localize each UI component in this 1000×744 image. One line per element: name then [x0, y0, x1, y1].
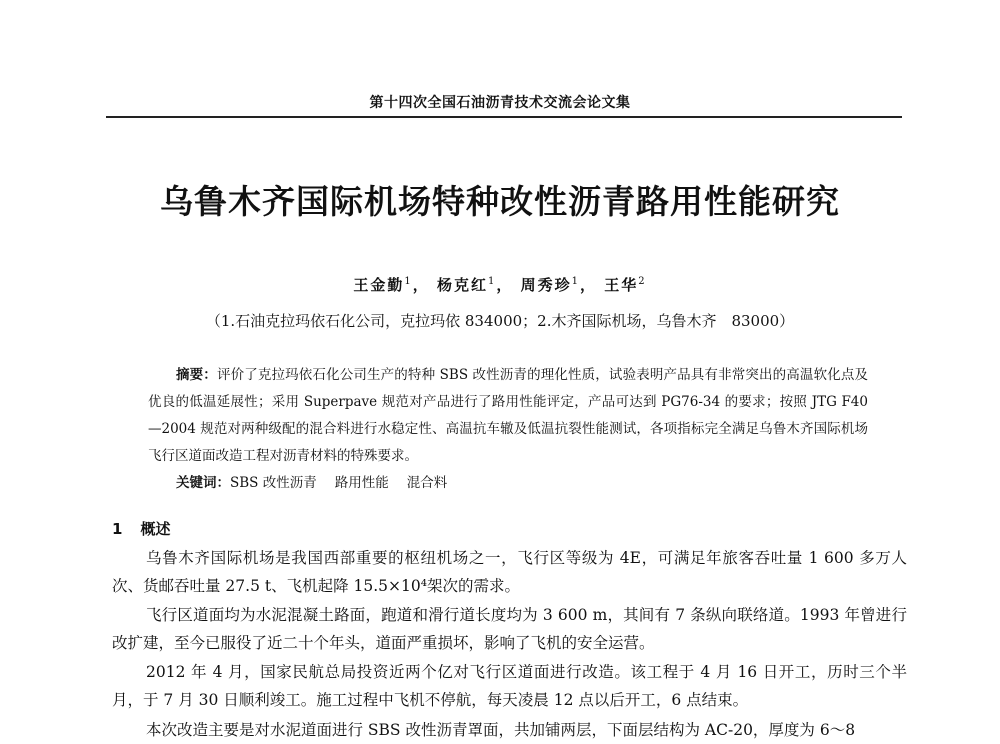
section-heading	[112, 518, 170, 539]
section-title: 概述	[140, 520, 171, 538]
body-paragraph: 飞行区道面均为水泥混凝土路面，跑道和滑行道长度均为 3 600 m，其间有 7 条纵向联络道。1993 年曾进行改扩建，至今已服役了近二十个年头，道面严重损坏，影响了飞机的安全运营。	[112, 606, 907, 652]
abstract-text: 评价了克拉玛依石化公司生产的特种 SBS 改性沥青的理化性质，试验表明产品具有非常突出的高温软化点及优良的低温延展性；采用 Superpave 规范对产品进行了路用性能评定，产品可达到 PG76-34 的要求；按照 JTG F40—2004 规范对两种级配的混合料进行水稳定性、高温抗车辙及低温抗裂性能测试，各项指标完全满足乌鲁木齐国际机场飞行区道面改造工程对沥青材料的特殊要求。	[148, 367, 869, 464]
author-name: 周秀珍	[520, 276, 572, 294]
author-affil-mark: 2	[638, 276, 647, 287]
abstract-label: 摘要：	[176, 367, 217, 383]
author-affil-mark: 1	[571, 276, 580, 287]
keywords-label: 关键词：	[176, 475, 230, 491]
keyword: SBS 改性沥青	[230, 475, 317, 491]
paper-title: 乌鲁木齐国际机场特种改性沥青路用性能研究	[160, 182, 840, 221]
body-paragraph: 2012 年 4 月，国家民航总局投资近两个亿对飞行区道面进行改造。该工程于 4 月 16 日开工，历时三个半月，于 7 月 30 日顺利竣工。施工过程中飞机不停航，每天凌晨 12 点以后开工，6 点结束。	[112, 663, 907, 709]
author-affil-mark: 1	[488, 276, 497, 287]
keyword: 路用性能	[334, 475, 389, 491]
header-rule	[106, 116, 902, 118]
body-paragraph: 乌鲁木齐国际机场是我国西部重要的枢纽机场之一，飞行区等级为 4E，可满足年旅客吞吐量 1 600 多万人次、货邮吞吐量 27.5 t、飞机起降 15.5×10⁴架次的需求。	[112, 549, 907, 595]
affiliations: （1.石油克拉玛依石化公司，克拉玛依 834000；2.木齐国际机场，乌鲁木齐 83000）	[205, 312, 795, 330]
keywords	[176, 471, 465, 491]
author-name: 王金勤	[353, 276, 405, 294]
body-paragraph: 本次改造主要是对水泥道面进行 SBS 改性沥青罩面，共加铺两层，下面层结构为 AC-20，厚度为 6～8	[146, 721, 856, 739]
author-name: 王华	[604, 276, 639, 294]
author-list: 王金勤$^1$， 杨克红$^1$， 周秀珍$^1$， 王华$^2$	[353, 276, 647, 294]
author-affil-mark: 1	[404, 276, 413, 287]
journal-header: 第十四次全国石油沥青技术交流会论文集	[369, 95, 631, 111]
section-number: 1	[112, 520, 123, 538]
author-name: 杨克红	[436, 276, 488, 294]
abstract	[148, 362, 868, 470]
keyword: 混合料	[406, 475, 448, 491]
